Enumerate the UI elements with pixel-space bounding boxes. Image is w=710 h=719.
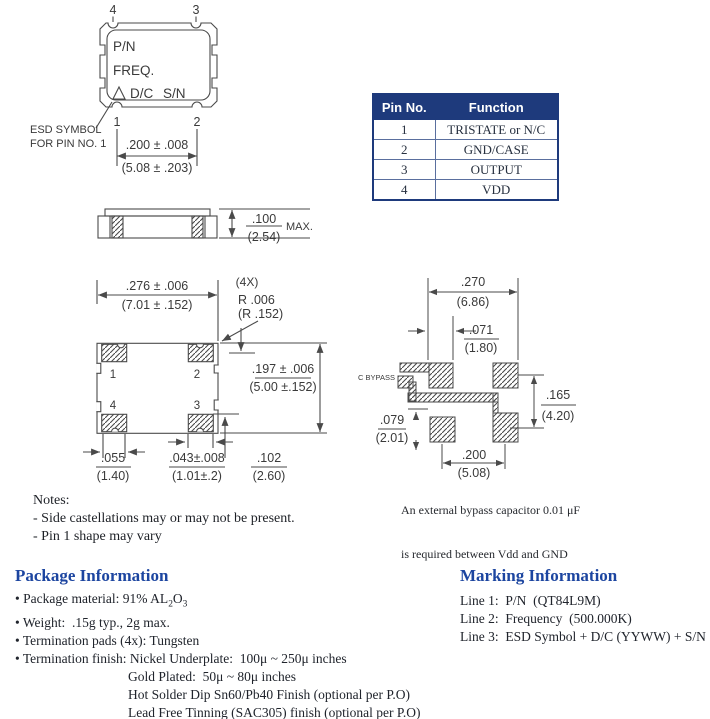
dim-castellation-mm: (1.40): [96, 469, 130, 483]
pin-no-cell: 3: [373, 160, 435, 180]
function-cell: TRISTATE or N/C: [435, 120, 558, 140]
dim-bodywidth-mm: (7.01 ± .152): [121, 298, 193, 312]
esd-note-line1: ESD SYMBOL: [30, 124, 102, 136]
marking-line1: Line 1: P/N (QT84L9M): [460, 593, 601, 608]
dim-padwidth-inch: .071: [468, 323, 494, 337]
pin2-label: 2: [193, 115, 201, 129]
dim-width-inch: .200 ± .008: [125, 138, 189, 152]
table-row: [373, 120, 558, 140]
material-sub2: 2: [168, 599, 173, 610]
land-pattern-pads: [398, 363, 518, 442]
col-header-function: Function: [435, 94, 558, 120]
gnd-trace: [408, 393, 498, 402]
dim-bodyheight-inch: .197 ± .006: [251, 362, 315, 376]
marking-freq-label: FREQ.: [113, 63, 155, 78]
radius-mm-label: (R .152): [238, 307, 284, 321]
finish-gold-line: Gold Plated: 50μ ~ 80μ inches: [128, 668, 297, 684]
side-pad-hatch: [192, 216, 203, 238]
pin4-label: 4: [109, 3, 117, 17]
land-pad-2: [493, 363, 518, 388]
package-bottom-view-drawing: [55, 268, 365, 493]
package-side-view-drawing: [80, 196, 330, 266]
dim-padwidth-mm: (1.80): [464, 341, 498, 355]
pin-no-cell: 1: [373, 120, 435, 140]
package-info-title: Package Information: [15, 566, 169, 585]
pin1-label: 1: [113, 115, 121, 129]
table-row: [373, 180, 558, 201]
max-label: MAX.: [286, 221, 313, 233]
dim-castellation-inch: .055: [100, 451, 126, 465]
package-info-section: [15, 566, 445, 719]
notes-title: Notes:: [33, 493, 70, 508]
function-cell: OUTPUT: [435, 160, 558, 180]
marking-info-section: [460, 566, 710, 646]
table-header-row: [373, 94, 558, 120]
land-pattern-drawing: [352, 268, 652, 486]
dim-height-mm: (2.54): [247, 230, 281, 244]
bottom-pin4-label: 4: [109, 400, 117, 412]
dim-pad-mm: (1.01±.2): [172, 469, 222, 483]
function-cell: GND/CASE: [435, 140, 558, 160]
function-cell: VDD: [435, 180, 558, 201]
trace-step: [493, 393, 498, 413]
side-pad-hatch: [112, 216, 123, 238]
finish-hot-solder-line: Hot Solder Dip Sn60/Pb40 Finish (optional per P.O): [128, 686, 411, 702]
package-material-line: [15, 590, 445, 614]
dim-height-inch: .100: [251, 212, 277, 226]
dim-bodyheight-mm: (5.00 ±.152): [249, 380, 317, 394]
dim-bodywidth-inch: .276 ± .006: [125, 279, 189, 293]
land-pad-1: [429, 363, 453, 388]
marking-dc-label: D/C: [130, 86, 154, 101]
termination-finish-line: • Termination finish: Nickel Underplate: 100μ ~ 250μ inches: [15, 650, 347, 666]
esd-triangle-icon: [113, 87, 125, 99]
pin-no-cell: 2: [373, 140, 435, 160]
notes-item: - Side castellations may or may not be present.: [33, 511, 295, 526]
col-header-pin: Pin No.: [373, 94, 435, 120]
package-top-view-drawing: [20, 0, 350, 185]
bottom-pin3-label: 3: [193, 400, 201, 412]
bypass-note-line2: is required between Vdd and GND: [401, 546, 568, 561]
land-pad-4: [430, 417, 455, 442]
notes-item: - Pin 1 shape may vary: [33, 529, 162, 544]
dim-pitch-mm: (5.08): [457, 466, 491, 480]
bypass-note-line1: An external bypass capacitor 0.01 μF: [401, 503, 581, 517]
finish-lead-free-line: Lead Free Tinning (SAC305) finish (optional per P.O): [128, 704, 421, 719]
radius-inch-label: R .006: [238, 293, 275, 307]
bottom-pin1-label: 1: [109, 369, 117, 381]
dim-pitch-inch: .200: [461, 448, 487, 462]
dim-gap-mm: (2.01): [375, 431, 409, 445]
material-sub3: 3: [182, 599, 188, 610]
radius-qty-label: (4X): [235, 275, 259, 289]
material-text: • Package material: 91% AL: [15, 591, 169, 606]
termination-pads-line: • Termination pads (4x): Tungsten: [15, 632, 200, 648]
bottom-pin2-label: 2: [193, 369, 201, 381]
dim-edge-mm: (2.60): [252, 469, 286, 483]
material-o: O: [172, 591, 183, 606]
dim-vspan-mm: (4.20): [541, 409, 575, 423]
marking-line2: Line 2: Frequency (500.000K): [460, 611, 632, 626]
marking-pn-label: P/N: [113, 39, 136, 54]
dim-edge-inch: .102: [256, 451, 282, 465]
table-row: [373, 140, 558, 160]
dim-width-mm: (5.08 ± .203): [121, 161, 193, 175]
pin-function-table: [372, 93, 559, 201]
dim-span-mm: (6.86): [456, 295, 490, 309]
dim-gap-inch: .079: [379, 413, 405, 427]
esd-note-line2: FOR PIN NO. 1: [30, 138, 107, 150]
pin-no-cell: 4: [373, 180, 435, 201]
notes-section: [33, 492, 295, 546]
weight-line: • Weight: .15g typ., 2g max.: [15, 614, 170, 630]
bypass-pad-top: [400, 363, 429, 372]
table-row: [373, 160, 558, 180]
marking-sn-label: S/N: [163, 86, 186, 101]
bypass-cap-label: C BYPASS: [358, 373, 395, 382]
dim-pad-inch: .043±.008: [169, 451, 225, 465]
marking-line3: Line 3: ESD Symbol + D/C (YYWW) + S/N: [460, 629, 706, 644]
marking-info-title: Marking Information: [460, 566, 618, 585]
pin3-label: 3: [192, 3, 200, 17]
dim-vspan-inch: .165: [545, 388, 571, 402]
dim-span-inch: .270: [460, 275, 486, 289]
